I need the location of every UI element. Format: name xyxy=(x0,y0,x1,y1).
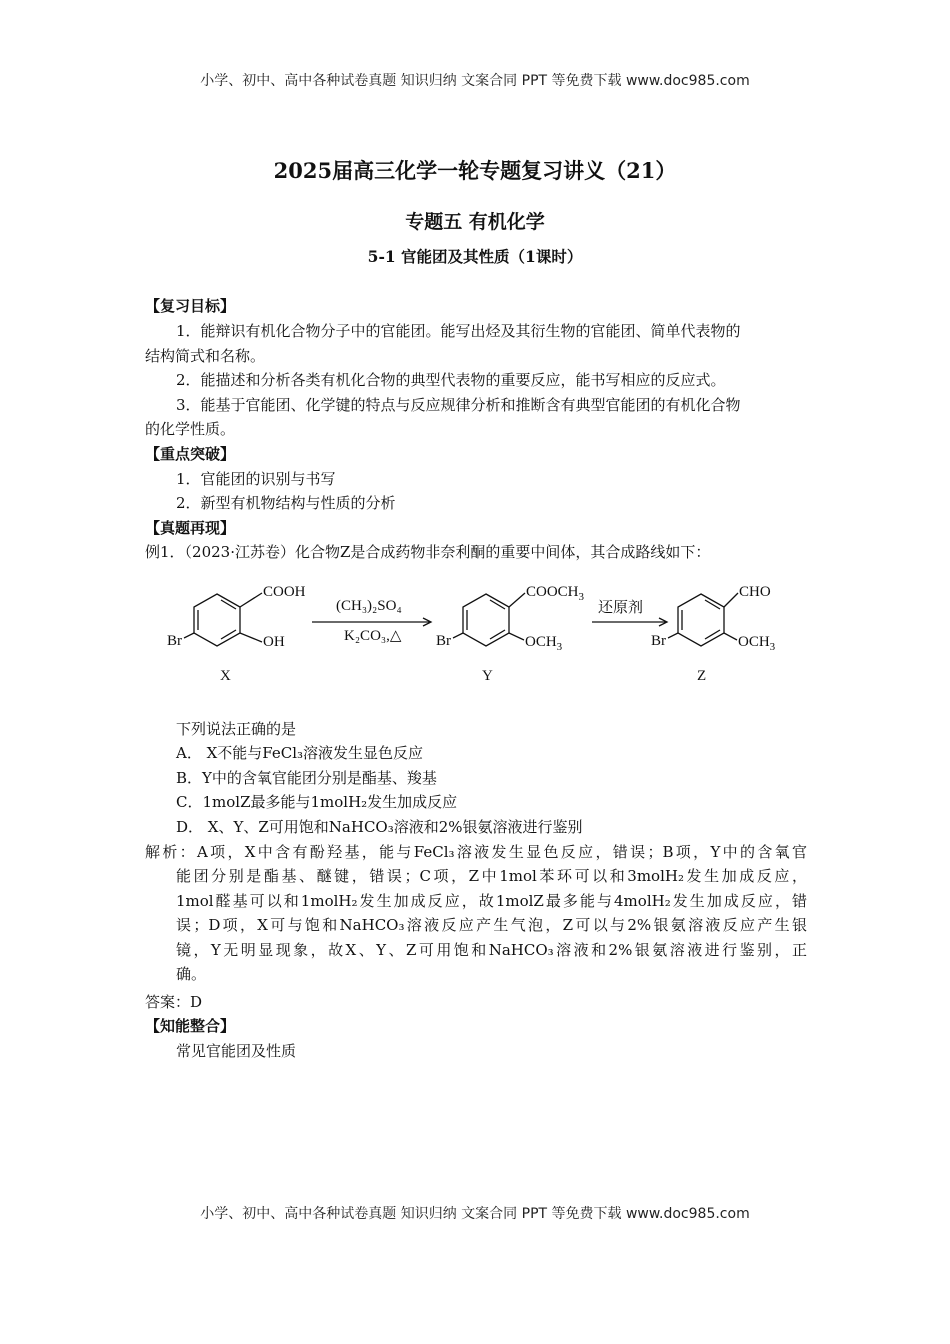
analysis-line: 确。 xyxy=(176,965,207,983)
page-header: 小学、初中、高中各种试卷真题 知识归纳 文案合同 PPT 等免费下载 www.doc985.com xyxy=(200,73,750,89)
option-d: D． X、Y、Z可用饱和NaHCO₃溶液和2%银氨溶液进行鉴别 xyxy=(176,818,583,836)
key-point-1: 1．官能团的识别与书写 xyxy=(176,470,336,488)
compound-x-label: X xyxy=(220,668,231,684)
z-cho-label: CHO xyxy=(739,584,771,600)
option-c: C．1molZ最多能与1molH₂发生加成反应 xyxy=(176,793,458,811)
analysis-line: 镜，Y无明显现象，故X、Y、Z可用饱和NaHCO₃溶液和2%银氨溶液进行鉴别，正 xyxy=(176,940,807,959)
real-questions-heading: 【真题再现】 xyxy=(145,519,236,537)
svg-text:COOCH3 xyxy=(526,584,585,603)
goal-3-line-1: 3．能基于官能团、化学键的特点与反应规律分析和推断含有典型官能团的有机化合物 xyxy=(176,396,741,414)
goal-1-line-2: 结构简式和名称。 xyxy=(145,347,266,365)
x-cooh-label: COOH xyxy=(263,584,306,600)
answer: 答案：D xyxy=(145,993,203,1011)
option-b: B．Y中的含氧官能团分别是酯基、羧基 xyxy=(176,769,437,787)
svg-text:OCH3 xyxy=(738,634,776,653)
x-oh-label: OH xyxy=(263,634,285,650)
analysis-line: 能团分别是酯基、醚键，错误；C项，Z中1mol苯环可以和3molH₂发生加成反应， xyxy=(176,867,807,885)
arrow1-reagent: (CH₃)₂SO₄ xyxy=(336,598,402,614)
y-cooch3-label: COOCH xyxy=(526,584,579,600)
analysis-block xyxy=(145,840,807,865)
y-och3-sub: 3 xyxy=(556,641,563,653)
x-br-label: Br xyxy=(167,633,182,649)
z-och3-label: OCH xyxy=(738,634,770,650)
knowledge-heading: 【知能整合】 xyxy=(145,1017,236,1035)
z-och3-sub: 3 xyxy=(769,641,776,653)
z-br-label: Br xyxy=(651,633,666,649)
analysis-line: 解析：A项，X中含有酚羟基，能与FeCl₃溶液发生显色反应，错误；B项，Y中的含氧官 xyxy=(145,843,807,861)
analysis-block-cont xyxy=(176,864,807,987)
page-footer: 小学、初中、高中各种试卷真题 知识归纳 文案合同 PPT 等免费下载 www.doc985.com xyxy=(200,1206,750,1222)
knowledge-item: 常见官能团及性质 xyxy=(176,1042,297,1060)
y-cooch3-sub: 3 xyxy=(578,591,585,603)
compound-y-label: Y xyxy=(482,668,493,684)
section-title: 5-1 官能团及其性质（1课时） xyxy=(367,247,583,266)
key-point-2: 2．新型有机物结构与性质的分析 xyxy=(176,494,396,512)
analysis-line: 1mol醛基可以和1molH₂发生加成反应，故1molZ最多能与4molH₂发生加成反应，错 xyxy=(176,891,807,910)
example-1-stem: 例1．（2023·江苏卷）化合物Z是合成药物非奈利酮的重要中间体，其合成路线如下： xyxy=(145,543,711,561)
arrow2-reagent: 还原剂 xyxy=(598,600,644,616)
topic-title: 专题五 有机化学 xyxy=(405,211,545,233)
option-a: A． X不能与FeCl₃溶液发生显色反应 xyxy=(176,744,424,762)
goal-1-line-1: 1．能辩识有机化合物分子中的官能团。能写出烃及其衍生物的官能团、简单代表物的 xyxy=(176,322,741,340)
analysis-line: 误；D项，X可与饱和NaHCO₃溶液反应产生气泡，Z可以与2%银氨溶液反应产生银 xyxy=(176,916,807,934)
compound-z-label: Z xyxy=(697,668,707,684)
goal-2: 2．能描述和分析各类有机化合物的典型代表物的重要反应，能书写相应的反应式。 xyxy=(176,371,726,389)
document-title: 2025届高三化学一轮专题复习讲义（21） xyxy=(273,158,677,183)
y-och3-label: OCH xyxy=(525,634,557,650)
svg-text:OCH3 xyxy=(525,634,563,653)
key-points-heading: 【重点突破】 xyxy=(145,445,236,463)
synthesis-scheme xyxy=(0,572,950,692)
arrow1-condition: K₂CO₃,△ xyxy=(344,628,402,644)
y-br-label: Br xyxy=(436,633,451,649)
goal-3-line-2: 的化学性质。 xyxy=(145,420,236,438)
question-stem: 下列说法正确的是 xyxy=(176,720,297,738)
review-goals-heading: 【复习目标】 xyxy=(145,297,236,315)
